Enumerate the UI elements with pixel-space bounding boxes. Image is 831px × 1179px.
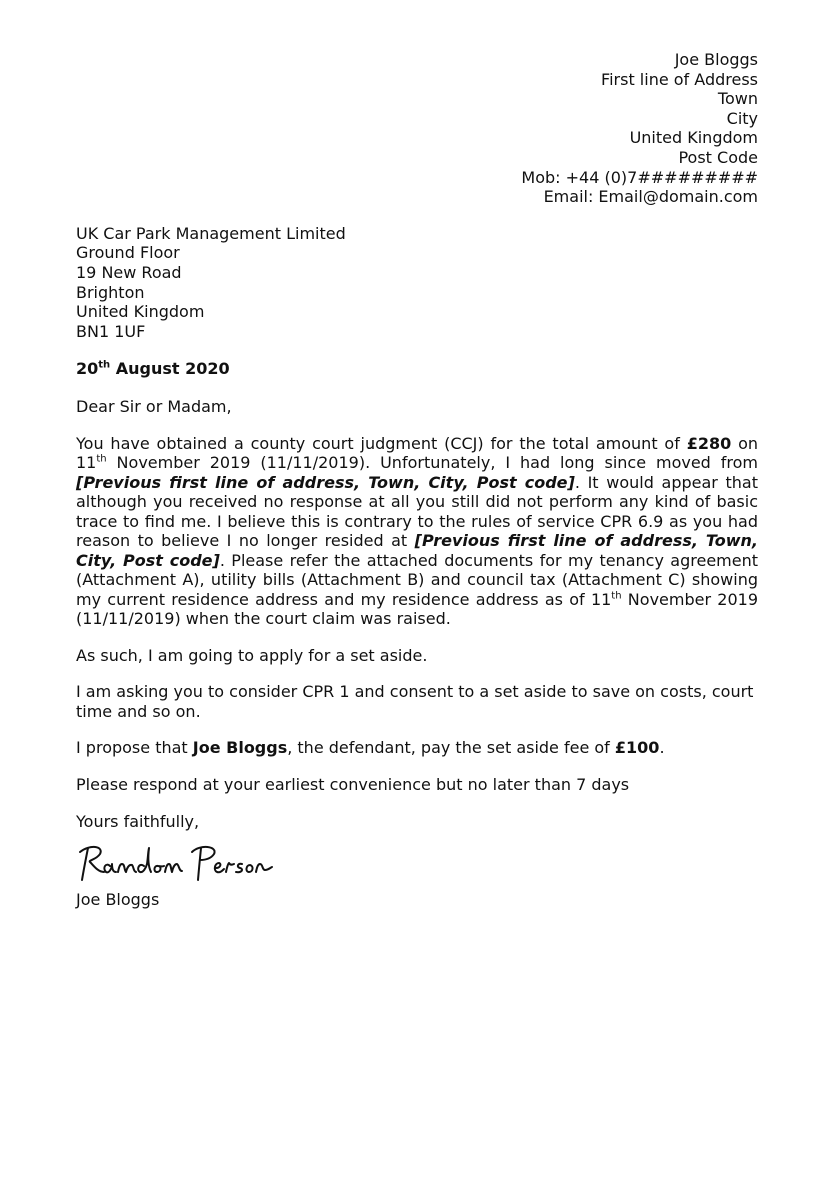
sender-country: United Kingdom: [629, 128, 758, 148]
handwritten-signature: [76, 840, 276, 888]
ccj-amount: £280: [686, 433, 732, 453]
letter-date: [76, 359, 758, 379]
para1-text: . Please refer the attached documents for my tenancy agreement (Attachment A), utility bills (Attachment B) and council tax (Attachment C) showing my current residence address and my residence address as of: [76, 550, 759, 609]
para1-text: . It would appear that although you received no response at all you still did not perform any kind of basic trace to find me. I believe this is contrary to the rules of service CPR 6.9 as you had reason to believe I no longer resided at: [76, 472, 758, 551]
para4-text: I propose that: [76, 738, 193, 758]
para4-text: , the defendant, pay the set aside fee of: [287, 738, 615, 758]
salutation: Dear Sir or Madam,: [76, 397, 232, 417]
date-day: 20: [76, 359, 99, 379]
previous-address: [Previous first line of address, Town, City, Post code]: [76, 472, 575, 492]
para1-suffix: th: [611, 590, 622, 602]
recipient-country: United Kingdom: [76, 302, 205, 322]
paragraph-fee: [76, 738, 758, 758]
recipient-company: UK Car Park Management Limited: [76, 223, 346, 243]
paragraph-respond: Please respond at your earliest convenience but no later than 7 days: [76, 774, 630, 794]
para4-text: .: [659, 738, 665, 758]
recipient-postcode: BN1 1UF: [76, 321, 146, 341]
paragraph-judgment: [76, 434, 758, 629]
recipient-town: Brighton: [76, 282, 145, 302]
para1-day: 11: [76, 453, 97, 473]
signer-name: Joe Bloggs: [76, 890, 160, 909]
recipient-address-block: [76, 224, 758, 342]
para1-text: November 2019 (11/11/2019). Unfortunately, I had long since moved from: [106, 453, 758, 473]
sender-postcode: Post Code: [678, 147, 758, 167]
sender-mobile: Mob: +44 (0)7#########: [521, 167, 758, 187]
para1-text: You have obtained a county court judgment (CCJ) for the total amount of: [76, 433, 687, 453]
para1-text: on: [731, 433, 759, 453]
date-suffix: th: [98, 359, 111, 371]
closing: Yours faithfully,: [76, 812, 200, 832]
sender-town: Town: [717, 89, 758, 109]
paragraph-set-aside: As such, I am going to apply for a set aside.: [76, 645, 428, 665]
sender-address-line: First line of Address: [601, 69, 758, 89]
sender-city: City: [726, 108, 758, 128]
paragraph-cpr: I am asking you to consider CPR 1 and consent to a set aside to save on costs, court time and so on.: [76, 682, 754, 721]
para1-day: 11: [590, 589, 612, 609]
defendant-name: Joe Bloggs: [192, 738, 288, 758]
sender-address-block: [76, 50, 758, 207]
previous-address: [Previous first line of address, Town, City, Post code]: [76, 531, 758, 570]
fee-amount: £100: [614, 738, 660, 758]
para1-text: November 2019 (11/11/2019) when the court claim was raised.: [76, 589, 759, 629]
date-rest: August 2020: [110, 359, 230, 379]
letter: [76, 50, 758, 910]
recipient-line1: Ground Floor: [76, 243, 180, 263]
para1-suffix: th: [96, 454, 107, 466]
sender-name: Joe Bloggs: [674, 50, 758, 69]
recipient-line2: 19 New Road: [76, 262, 182, 282]
sender-email: Email: Email@domain.com: [543, 187, 758, 207]
